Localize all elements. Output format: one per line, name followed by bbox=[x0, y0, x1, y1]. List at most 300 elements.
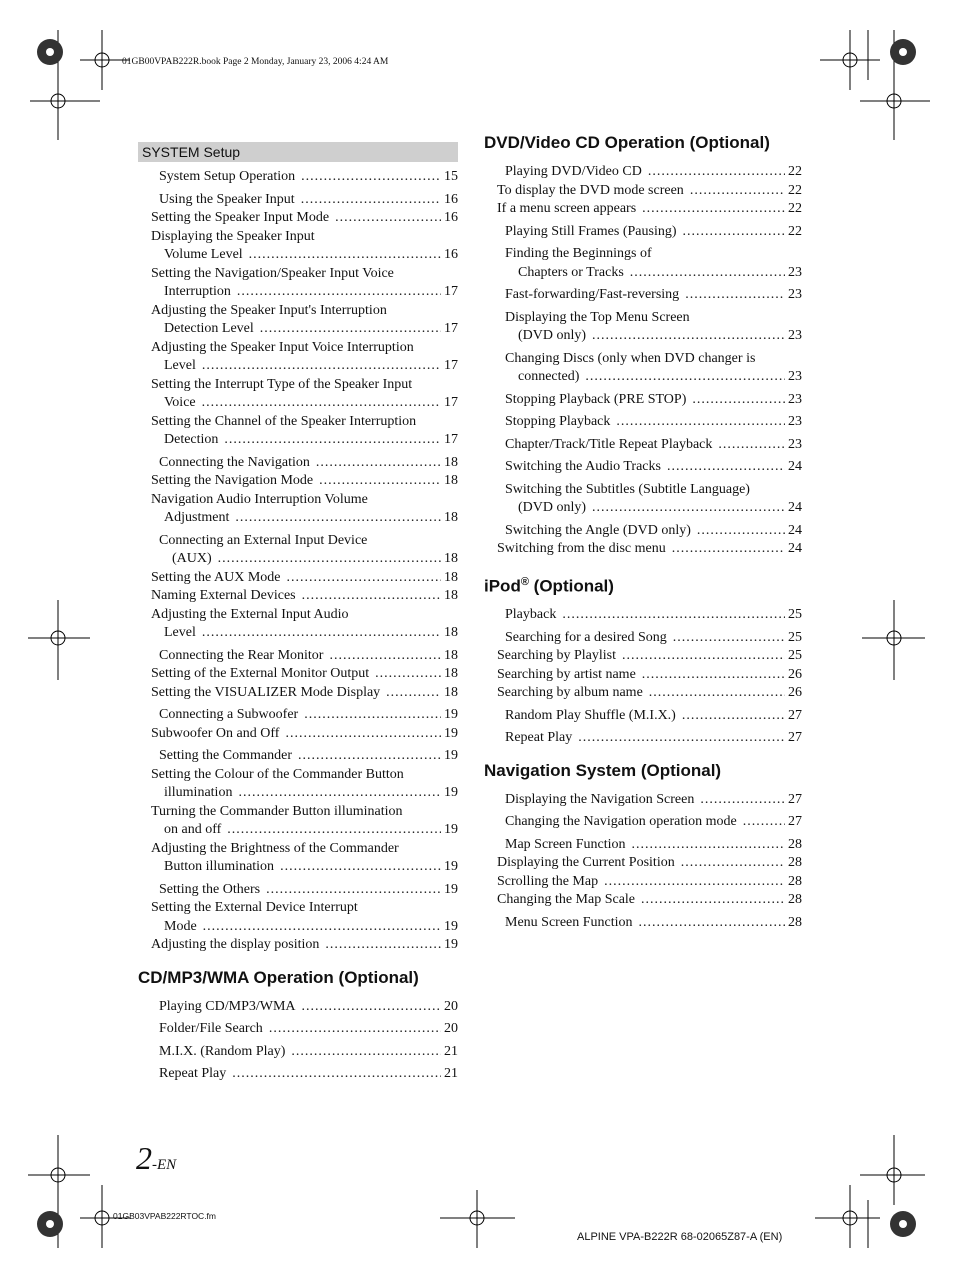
cd-section-title: CD/MP3/WMA Operation (Optional) bbox=[138, 967, 419, 987]
leader-dots bbox=[260, 320, 441, 339]
leader-dots bbox=[386, 684, 441, 703]
toc-page-number: 27 bbox=[788, 814, 802, 830]
toc-entry bbox=[138, 302, 458, 339]
toc-entry bbox=[138, 881, 458, 900]
toc-entry bbox=[138, 472, 458, 491]
toc-page-number: 21 bbox=[444, 1043, 458, 1059]
toc-entry bbox=[484, 286, 802, 305]
toc-page-number: 28 bbox=[788, 892, 802, 908]
toc-entry-title: Playing CD/MP3/WMA bbox=[159, 998, 296, 1014]
leader-dots bbox=[237, 283, 441, 302]
leader-dots bbox=[673, 629, 785, 648]
leader-dots bbox=[692, 391, 785, 410]
page-number-suffix: -EN bbox=[152, 1157, 177, 1173]
toc-page-number: 23 bbox=[788, 287, 802, 302]
toc-page-number: 25 bbox=[788, 629, 802, 645]
toc-entry-line bbox=[505, 264, 802, 283]
toc-page-number: 26 bbox=[788, 666, 802, 682]
toc-entry-title: Playing Still Frames (Pausing) bbox=[505, 223, 677, 239]
toc-entry-title: Searching by artist name bbox=[497, 666, 636, 682]
toc-page-number: 24 bbox=[788, 500, 802, 515]
toc-entry-title: on and off bbox=[164, 822, 222, 837]
leader-dots bbox=[291, 1043, 441, 1062]
toc-entry-line bbox=[151, 209, 458, 228]
toc-entry bbox=[138, 684, 458, 703]
leader-dots bbox=[578, 729, 785, 748]
toc-entry-line bbox=[497, 666, 802, 685]
toc-entry-title: Setting the Navigation/Speaker Input Voice bbox=[151, 265, 394, 281]
toc-entry-title: Setting the Commander bbox=[159, 748, 292, 763]
toc-page-number: 19 bbox=[444, 918, 458, 934]
toc-entry-title: Random Play Shuffle (M.I.X.) bbox=[505, 707, 676, 723]
leader-dots bbox=[648, 163, 785, 182]
toc-entry bbox=[138, 936, 458, 955]
toc-entry-line bbox=[159, 706, 458, 725]
toc-entry-title: Searching for a desired Song bbox=[505, 629, 667, 645]
toc-entry-title: Stopping Playback bbox=[505, 414, 611, 429]
toc-page-number: 20 bbox=[444, 1021, 458, 1036]
toc-entry-line bbox=[497, 647, 802, 666]
toc-entry bbox=[484, 413, 802, 432]
toc-entry-line bbox=[151, 899, 458, 918]
leader-dots bbox=[298, 747, 441, 766]
toc-entry bbox=[484, 813, 802, 832]
toc-page-number: 23 bbox=[788, 264, 802, 280]
toc-entry-title: Menu Screen Function bbox=[505, 914, 633, 930]
toc-entry-title: Playback bbox=[505, 607, 557, 623]
leader-dots bbox=[630, 264, 785, 283]
toc-entry-title: Connecting the Rear Monitor bbox=[159, 647, 324, 663]
toc-page-number: 22 bbox=[788, 201, 802, 216]
toc-page-number: 15 bbox=[444, 169, 458, 184]
toc-entry-line bbox=[497, 854, 802, 873]
toc-page-number: 17 bbox=[444, 395, 458, 410]
toc-entry-line bbox=[505, 707, 802, 726]
toc-entry-title: Searching by Playlist bbox=[497, 648, 616, 664]
cd-list bbox=[138, 998, 458, 1084]
leader-dots bbox=[202, 357, 441, 376]
toc-entry bbox=[138, 1065, 458, 1084]
toc-entry-title: Switching from the disc menu bbox=[497, 541, 666, 556]
toc-entry bbox=[484, 647, 802, 666]
leader-dots bbox=[632, 836, 785, 855]
toc-page-number: 23 bbox=[788, 391, 802, 407]
toc-entry-line bbox=[505, 481, 802, 500]
leader-dots bbox=[690, 182, 785, 201]
leader-dots bbox=[202, 394, 441, 413]
footer-file-name: 01GB03VPAB222RTOC.fm bbox=[113, 1211, 216, 1221]
leader-dots bbox=[649, 684, 785, 703]
toc-entry-title: Displaying the Top Menu Screen bbox=[505, 309, 690, 325]
toc-entry-line bbox=[151, 784, 458, 803]
leader-dots bbox=[604, 873, 785, 892]
toc-entry bbox=[138, 998, 458, 1017]
toc-entry bbox=[484, 836, 802, 855]
toc-entry-title: Searching by album name bbox=[497, 685, 643, 701]
toc-entry bbox=[484, 309, 802, 346]
toc-page-number: 18 bbox=[444, 551, 458, 566]
toc-entry-line bbox=[151, 606, 458, 625]
footer-doc-code: ALPINE VPA-B222R 68-02065Z87-A (EN) bbox=[577, 1231, 783, 1243]
toc-entry-title: Switching the Audio Tracks bbox=[505, 459, 661, 474]
leader-dots bbox=[743, 813, 785, 832]
toc-entry-line bbox=[159, 191, 458, 210]
toc-entry-line bbox=[505, 499, 802, 518]
toc-entry bbox=[138, 339, 458, 376]
toc-entry bbox=[484, 522, 802, 541]
toc-entry bbox=[484, 481, 802, 518]
toc-entry-line bbox=[151, 684, 458, 703]
leader-dots bbox=[697, 522, 785, 541]
toc-entry bbox=[138, 569, 458, 588]
toc-entry-title: Adjusting the Speaker Input's Interruption bbox=[151, 302, 387, 318]
toc-entry-line bbox=[505, 836, 802, 855]
toc-entry-line bbox=[505, 522, 802, 541]
toc-entry-line bbox=[505, 413, 802, 432]
toc-entry-line bbox=[159, 881, 458, 900]
leader-dots bbox=[301, 168, 441, 187]
toc-entry-line bbox=[151, 394, 458, 413]
toc-entry-line bbox=[151, 665, 458, 684]
toc-entry-title: connected) bbox=[518, 369, 580, 384]
toc-entry-title: Adjusting the Brightness of the Commander bbox=[151, 840, 399, 856]
leader-dots bbox=[301, 191, 441, 210]
toc-entry-line bbox=[497, 684, 802, 703]
toc-entry-line bbox=[159, 747, 458, 766]
toc-page-number: 16 bbox=[444, 247, 458, 262]
toc-entry-line bbox=[505, 458, 802, 477]
toc-entry bbox=[484, 163, 802, 182]
toc-entry bbox=[484, 200, 802, 219]
toc-entry bbox=[138, 413, 458, 450]
toc-entry bbox=[138, 454, 458, 473]
toc-entry bbox=[484, 182, 802, 201]
ipod-title-suffix: (Optional) bbox=[528, 576, 614, 596]
toc-entry-title: Repeat Play bbox=[159, 1066, 227, 1081]
toc-entry bbox=[138, 587, 458, 606]
toc-entry-line bbox=[505, 163, 802, 182]
navigation-section-title: Navigation System (Optional) bbox=[484, 760, 722, 780]
toc-entry-title: Setting the Speaker Input Mode bbox=[151, 210, 330, 225]
ipod-list bbox=[484, 606, 802, 748]
toc-entry-line bbox=[505, 245, 802, 264]
toc-entry-line bbox=[505, 606, 802, 625]
toc-entry-title: Folder/File Search bbox=[159, 1021, 263, 1036]
toc-entry-line bbox=[151, 766, 458, 785]
toc-entry bbox=[138, 532, 458, 569]
leader-dots bbox=[202, 624, 441, 643]
toc-entry bbox=[138, 647, 458, 666]
toc-page-number: 24 bbox=[788, 459, 802, 474]
toc-entry-title: Displaying the Speaker Input bbox=[151, 228, 315, 244]
leader-dots bbox=[319, 472, 441, 491]
leader-dots bbox=[642, 200, 785, 219]
leader-dots bbox=[203, 918, 441, 937]
toc-page-number: 19 bbox=[444, 937, 458, 952]
toc-entry-line bbox=[151, 283, 458, 302]
toc-entry-line bbox=[151, 491, 458, 510]
system-setup-list bbox=[138, 168, 458, 955]
toc-entry-line bbox=[505, 813, 802, 832]
toc-page-number: 25 bbox=[788, 648, 802, 664]
leader-dots bbox=[639, 914, 785, 933]
toc-entry bbox=[484, 873, 802, 892]
toc-entry-title: If a menu screen appears bbox=[497, 201, 637, 216]
toc-entry-line bbox=[505, 436, 802, 455]
toc-entry-line bbox=[151, 725, 458, 744]
toc-entry-line bbox=[505, 350, 802, 369]
leader-dots bbox=[642, 666, 785, 685]
toc-entry-line bbox=[151, 624, 458, 643]
toc-page-number: 20 bbox=[444, 998, 458, 1014]
toc-page-number: 16 bbox=[444, 210, 458, 225]
toc-entry-line bbox=[159, 1043, 458, 1062]
toc-entry-title: M.I.X. (Random Play) bbox=[159, 1043, 286, 1059]
toc-entry-line bbox=[497, 200, 802, 219]
toc-entry-line bbox=[497, 540, 802, 559]
toc-page-number: 28 bbox=[788, 873, 802, 889]
toc-entry-title: To display the DVD mode screen bbox=[497, 182, 684, 198]
leader-dots bbox=[235, 509, 441, 528]
toc-page-number: 18 bbox=[444, 473, 458, 488]
leader-dots bbox=[585, 368, 785, 387]
leader-dots bbox=[316, 454, 441, 473]
toc-entry-title: Subwoofer On and Off bbox=[151, 725, 280, 741]
toc-entry-title: Connecting an External Input Device bbox=[159, 532, 368, 548]
toc-entry-title: Setting the Others bbox=[159, 881, 261, 897]
leader-dots bbox=[672, 540, 785, 559]
toc-page-number: 28 bbox=[788, 855, 802, 871]
leader-dots bbox=[616, 413, 785, 432]
leader-dots bbox=[232, 1065, 441, 1084]
toc-entry-title: Detection Level bbox=[164, 321, 254, 336]
toc-entry-line bbox=[505, 791, 802, 810]
toc-entry-title: Setting the Colour of the Commander Button bbox=[151, 766, 404, 782]
toc-entry-title: Changing the Navigation operation mode bbox=[505, 814, 737, 830]
toc-page-number: 27 bbox=[788, 791, 802, 807]
leader-dots bbox=[718, 436, 785, 455]
toc-entry-title: Volume Level bbox=[164, 247, 243, 262]
toc-entry bbox=[138, 168, 458, 187]
toc-entry bbox=[138, 840, 458, 877]
toc-page-number: 25 bbox=[788, 607, 802, 623]
toc-page-number: 28 bbox=[788, 836, 802, 852]
toc-entry-title: Stopping Playback (PRE STOP) bbox=[505, 391, 687, 407]
toc-entry-title: Setting the External Device Interrupt bbox=[151, 900, 358, 915]
toc-page-number: 16 bbox=[444, 191, 458, 207]
toc-page-number: 17 bbox=[444, 284, 458, 299]
toc-page-number: 22 bbox=[788, 182, 802, 198]
toc-entry-line bbox=[159, 1020, 458, 1039]
toc-entry-title: Setting the AUX Mode bbox=[151, 569, 281, 585]
toc-entry bbox=[138, 606, 458, 643]
toc-page-number: 17 bbox=[444, 321, 458, 336]
toc-page-number: 24 bbox=[788, 541, 802, 556]
toc-entry-line bbox=[497, 873, 802, 892]
leader-dots bbox=[562, 606, 785, 625]
toc-entry-title: Finding the Beginnings of bbox=[505, 246, 652, 261]
leader-dots bbox=[302, 587, 441, 606]
toc-page-number: 27 bbox=[788, 730, 802, 746]
toc-entry-line bbox=[151, 339, 458, 358]
toc-page-number: 19 bbox=[444, 785, 458, 800]
toc-right-column bbox=[484, 132, 802, 932]
toc-page-number: 19 bbox=[444, 822, 458, 837]
toc-entry-title: Changing Discs (only when DVD changer is bbox=[505, 350, 756, 366]
toc-entry bbox=[138, 1043, 458, 1062]
toc-entry-title: (AUX) bbox=[172, 551, 212, 566]
leader-dots bbox=[685, 286, 785, 305]
toc-entry-title: illumination bbox=[164, 785, 233, 800]
toc-entry-line bbox=[159, 1065, 458, 1084]
toc-entry-line bbox=[151, 918, 458, 937]
toc-entry-title: Changing the Map Scale bbox=[497, 892, 636, 908]
toc-entry-line bbox=[151, 803, 458, 822]
toc-page-number: 18 bbox=[444, 588, 458, 603]
leader-dots bbox=[285, 725, 441, 744]
toc-entry-title: Adjusting the Speaker Input Voice Interruption bbox=[151, 339, 414, 355]
toc-page-number: 18 bbox=[444, 569, 458, 585]
toc-entry-line bbox=[505, 368, 802, 387]
toc-page-number: 19 bbox=[444, 859, 458, 874]
leader-dots bbox=[622, 647, 785, 666]
toc-entry-title: Displaying the Navigation Screen bbox=[505, 791, 695, 807]
leader-dots bbox=[592, 327, 785, 346]
toc-entry bbox=[138, 706, 458, 725]
toc-entry-title: Navigation Audio Interruption Volume bbox=[151, 491, 368, 507]
toc-entry bbox=[484, 391, 802, 410]
leader-dots bbox=[238, 784, 441, 803]
leader-dots bbox=[280, 858, 441, 877]
toc-entry bbox=[138, 747, 458, 766]
navigation-list bbox=[484, 791, 802, 933]
leader-dots bbox=[325, 936, 441, 955]
toc-entry-line bbox=[151, 509, 458, 528]
toc-entry-line bbox=[151, 431, 458, 450]
page-number-digit: 2 bbox=[136, 1140, 152, 1176]
toc-entry bbox=[138, 228, 458, 265]
toc-entry-title: Playing DVD/Video CD bbox=[505, 164, 642, 179]
leader-dots bbox=[683, 223, 786, 242]
toc-entry bbox=[138, 209, 458, 228]
toc-entry-line bbox=[505, 729, 802, 748]
toc-page-number: 18 bbox=[444, 510, 458, 525]
leader-dots bbox=[218, 550, 441, 569]
toc-entry-line bbox=[159, 454, 458, 473]
toc-page-number: 18 bbox=[444, 666, 458, 681]
toc-entry-line bbox=[151, 936, 458, 955]
toc-page-number: 19 bbox=[444, 707, 458, 722]
toc-page-number: 22 bbox=[788, 164, 802, 179]
toc-entry-title: Chapter/Track/Title Repeat Playback bbox=[505, 436, 713, 452]
toc-entry-title: Level bbox=[164, 358, 196, 373]
toc-entry-title: Map Screen Function bbox=[505, 836, 626, 852]
toc-entry bbox=[138, 491, 458, 528]
toc-page-number: 19 bbox=[444, 725, 458, 741]
page-number bbox=[136, 1140, 176, 1177]
toc-entry-title: Voice bbox=[164, 395, 196, 410]
leader-dots bbox=[592, 499, 785, 518]
toc-entry-line bbox=[497, 182, 802, 201]
toc-entry bbox=[138, 803, 458, 840]
toc-entry-title: (DVD only) bbox=[518, 328, 587, 343]
leader-dots bbox=[681, 854, 785, 873]
toc-page-number: 18 bbox=[444, 647, 458, 663]
toc-entry bbox=[484, 436, 802, 455]
toc-entry-title: Mode bbox=[164, 918, 197, 934]
toc-entry-title: Interruption bbox=[164, 284, 231, 299]
toc-entry-line bbox=[505, 629, 802, 648]
toc-entry-title: Naming External Devices bbox=[151, 588, 296, 603]
toc-entry-line bbox=[159, 550, 458, 569]
toc-page-number: 22 bbox=[788, 223, 802, 239]
toc-entry bbox=[138, 376, 458, 413]
toc-page-number: 24 bbox=[788, 522, 802, 538]
toc-entry-title: Setting the Interrupt Type of the Speaker Input bbox=[151, 376, 413, 392]
toc-entry bbox=[484, 606, 802, 625]
toc-left-column bbox=[138, 142, 458, 1084]
toc-entry-line bbox=[505, 309, 802, 328]
toc-page-number: 23 bbox=[788, 414, 802, 429]
toc-entry bbox=[484, 245, 802, 282]
toc-entry-title: Using the Speaker Input bbox=[159, 191, 295, 207]
leader-dots bbox=[700, 791, 785, 810]
toc-entry-line bbox=[151, 302, 458, 321]
toc-entry bbox=[484, 707, 802, 726]
leader-dots bbox=[249, 246, 441, 265]
header-file-info: 01GB00VPAB222R.book Page 2 Monday, January 23, 2006 4:24 AM bbox=[122, 57, 389, 67]
toc-entry bbox=[138, 766, 458, 803]
registered-mark: ® bbox=[520, 575, 529, 588]
toc-entry-title: Setting the Channel of the Speaker Interruption bbox=[151, 413, 417, 429]
leader-dots bbox=[287, 569, 442, 588]
dvd-list bbox=[484, 163, 802, 559]
toc-entry-title: System Setup Operation bbox=[159, 169, 296, 184]
toc-entry bbox=[484, 540, 802, 559]
leader-dots bbox=[329, 647, 441, 666]
toc-entry-title: Connecting a Subwoofer bbox=[159, 707, 299, 722]
toc-entry-line bbox=[151, 587, 458, 606]
toc-entry bbox=[484, 458, 802, 477]
toc-page-number: 17 bbox=[444, 358, 458, 373]
toc-page-number: 18 bbox=[444, 625, 458, 640]
toc-entry bbox=[138, 1020, 458, 1039]
toc-entry-line bbox=[159, 647, 458, 666]
toc-entry-title: Detection bbox=[164, 432, 219, 447]
leader-dots bbox=[682, 707, 785, 726]
leader-dots bbox=[224, 431, 441, 450]
toc-entry bbox=[484, 223, 802, 242]
leader-dots bbox=[269, 1020, 441, 1039]
toc-entry-title: Turning the Commander Button illumination bbox=[151, 803, 403, 819]
ipod-section-title bbox=[484, 571, 802, 598]
toc-entry bbox=[484, 729, 802, 748]
toc-entry-line bbox=[505, 391, 802, 410]
toc-page-number: 18 bbox=[444, 454, 458, 470]
toc-entry-title: Chapters or Tracks bbox=[518, 264, 624, 280]
toc-entry-line bbox=[151, 569, 458, 588]
leader-dots bbox=[667, 458, 785, 477]
toc-entry-line bbox=[151, 821, 458, 840]
toc-entry-title: Displaying the Current Position bbox=[497, 855, 675, 871]
toc-entry-title: Repeat Play bbox=[505, 730, 573, 746]
toc-entry-line bbox=[505, 286, 802, 305]
leader-dots bbox=[302, 998, 441, 1017]
toc-entry-line bbox=[505, 327, 802, 346]
toc-entry-title: Connecting the Navigation bbox=[159, 454, 310, 470]
toc-entry-line bbox=[151, 320, 458, 339]
leader-dots bbox=[304, 706, 441, 725]
